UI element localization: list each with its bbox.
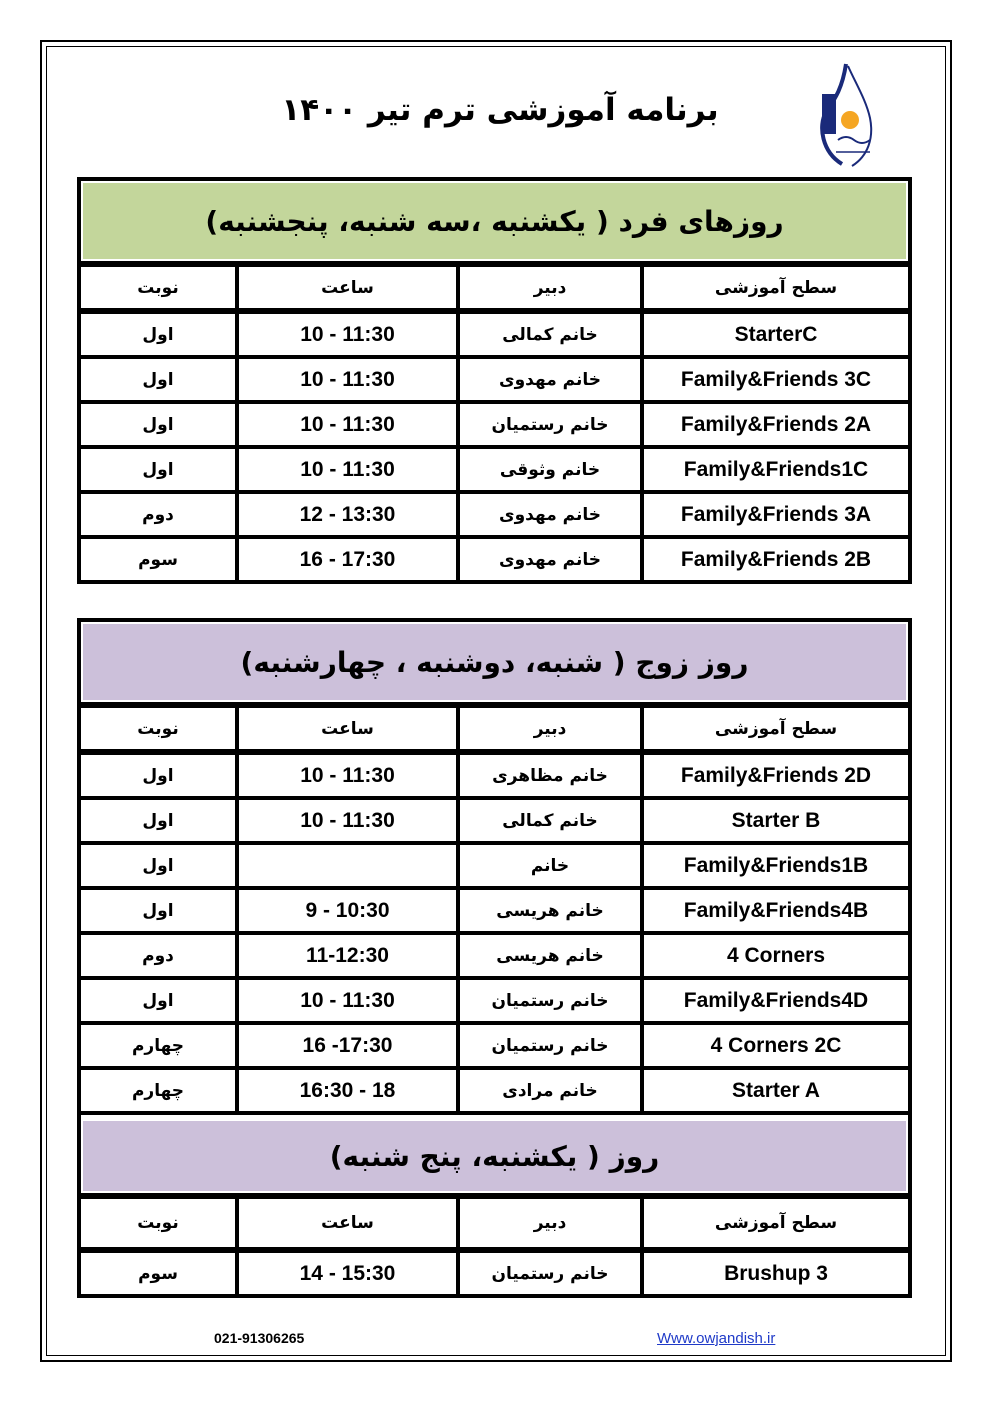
teacher-cell: خانم رستمیان [460,1025,640,1066]
table-header-row [81,1199,908,1247]
shift-cell: اول [81,755,235,796]
level-cell: Family&Friends 3A [644,494,908,535]
shift-cell: اول [81,845,235,886]
level-cell: Family&Friends 2B [644,539,908,580]
page-title: برنامه آموزشی ترم تیر ۱۴۰۰ [281,92,719,128]
shift-cell: چهارم [81,1025,235,1066]
table-row [81,494,908,535]
time-cell: 16 - 17:30 [239,539,456,580]
time-cell: 9 - 10:30 [239,890,456,931]
teacher-cell: خانم رستمیان [460,980,640,1021]
section-heading: روز ( یکشنبه، پنج شنبه) [81,1119,908,1193]
level-cell: Family&Friends4D [644,980,908,1021]
time-cell: 10 - 11:30 [239,980,456,1021]
shift-cell: اول [81,980,235,1021]
time-cell: 10 - 11:30 [239,449,456,490]
table-row [81,449,908,490]
footer-phone: 021-91306265 [214,1330,305,1346]
table-header-row [81,708,908,749]
level-cell: Family&Friends 3C [644,359,908,400]
table-row [81,845,908,886]
table-row [81,1070,908,1111]
level-cell: Family&Friends1B [644,845,908,886]
level-cell: Family&Friends 2D [644,755,908,796]
teacher-cell: خانم کمالی [460,800,640,841]
teacher-cell: خانم مرادی [460,1070,640,1111]
odd-days-table [77,177,912,584]
teacher-cell: خانم کمالی [460,314,640,355]
column-header-teacher: دبیر [460,267,640,308]
institute-logo-icon [812,60,882,172]
teacher-cell: خانم مهدوی [460,494,640,535]
level-cell: Family&Friends4B [644,890,908,931]
shift-cell: سوم [81,539,235,580]
column-header-level: سطح آموزشی [644,708,908,749]
teacher-cell: خانم رستمیان [460,1253,640,1294]
column-header-level: سطح آموزشی [644,1199,908,1247]
section-heading: روز زوج ( شنبه، دوشنبه ، چهارشنبه) [81,622,908,702]
teacher-cell: خانم [460,845,640,886]
level-cell: Family&Friends1C [644,449,908,490]
table-row [81,1025,908,1066]
table-row [81,314,908,355]
table-row [81,539,908,580]
shift-cell: اول [81,449,235,490]
teacher-cell: خانم مظاهری [460,755,640,796]
level-cell: 4 Corners 2C [644,1025,908,1066]
table-row [81,800,908,841]
time-cell: 10 - 11:30 [239,359,456,400]
time-cell: 14 - 15:30 [239,1253,456,1294]
table-row [81,1253,908,1294]
column-header-time: ساعت [239,267,456,308]
column-header-shift: نوبت [81,1199,235,1247]
table-header-row [81,267,908,308]
shift-cell: دوم [81,935,235,976]
table-row [81,359,908,400]
column-header-time: ساعت [239,708,456,749]
column-header-shift: نوبت [81,267,235,308]
column-header-time: ساعت [239,1199,456,1247]
shift-cell: اول [81,800,235,841]
column-header-teacher: دبیر [460,1199,640,1247]
teacher-cell: خانم هریسی [460,935,640,976]
section-heading: روزهای فرد ( یکشنبه ،سه شنبه، پنجشنبه) [81,181,908,261]
table-row [81,755,908,796]
table-row [81,890,908,931]
column-header-teacher: دبیر [460,708,640,749]
level-cell: Brushup 3 [644,1253,908,1294]
time-cell: 10 - 11:30 [239,314,456,355]
teacher-cell: خانم مهدوی [460,359,640,400]
teacher-cell: خانم رستمیان [460,404,640,445]
time-cell: 11-12:30 [239,935,456,976]
shift-cell: اول [81,359,235,400]
shift-cell: اول [81,404,235,445]
table-row [81,404,908,445]
level-cell: Starter A [644,1070,908,1111]
shift-cell: دوم [81,494,235,535]
shift-cell: اول [81,314,235,355]
table-row [81,980,908,1021]
shift-cell: اول [81,890,235,931]
time-cell: 10 - 11:30 [239,800,456,841]
teacher-cell: خانم مهدوی [460,539,640,580]
time-cell: 12 - 13:30 [239,494,456,535]
table-row [81,935,908,976]
level-cell: Starter B [644,800,908,841]
footer-website-link[interactable]: Www.owjandish.ir [657,1330,776,1347]
time-cell: 16 -17:30 [239,1025,456,1066]
column-header-level: سطح آموزشی [644,267,908,308]
time-cell: 10 - 11:30 [239,404,456,445]
teacher-cell: خانم وثوقی [460,449,640,490]
time-cell [239,845,456,886]
level-cell: 4 Corners [644,935,908,976]
teacher-cell: خانم هریسی [460,890,640,931]
level-cell: Family&Friends 2A [644,404,908,445]
level-cell: StarterC [644,314,908,355]
column-header-shift: نوبت [81,708,235,749]
time-cell: 10 - 11:30 [239,755,456,796]
time-cell: 16:30 - 18 [239,1070,456,1111]
shift-cell: چهارم [81,1070,235,1111]
even-days-table [77,618,912,1298]
shift-cell: سوم [81,1253,235,1294]
